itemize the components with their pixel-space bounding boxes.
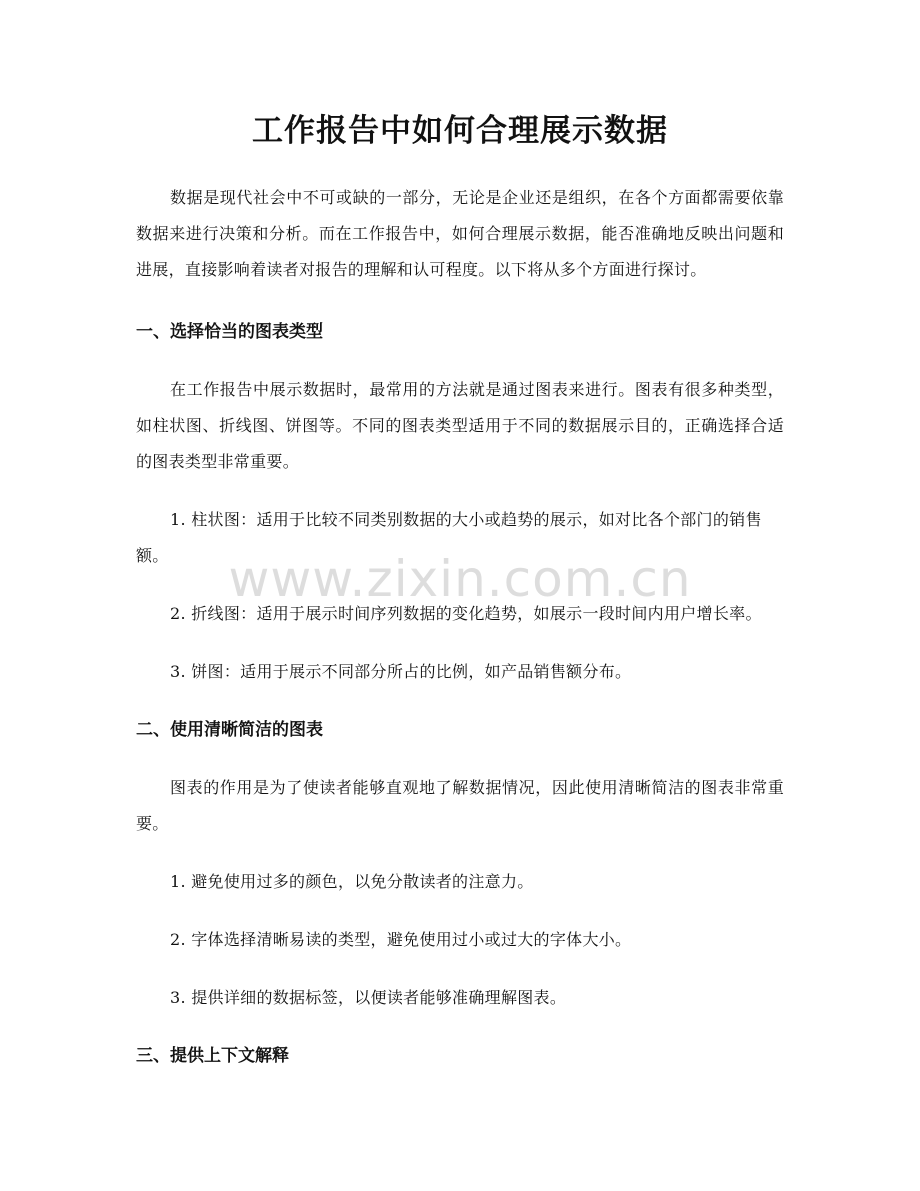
document-body [136, 180, 784, 1074]
page-title: 工作报告中如何合理展示数据 [252, 113, 668, 149]
section-heading-1: 一、选择恰当的图表类型 [136, 322, 323, 342]
section-heading-2: 二、使用清晰简洁的图表 [136, 720, 323, 740]
list-item: 1. 柱状图：适用于比较不同类别数据的大小或趋势的展示，如对比各个部门的销售额。 [136, 510, 762, 565]
list-item: 1. 避免使用过多的颜色，以免分散读者的注意力。 [170, 872, 534, 891]
section-1-paragraph: 在工作报告中展示数据时，最常用的方法就是通过图表来进行。图表有很多种类型，如柱状图、折线图、饼图等。不同的图表类型适用于不同的数据展示目的，正确选择合适的图表类型非常重要。 [136, 380, 784, 471]
section-2-paragraph: 图表的作用是为了使读者能够直观地了解数据情况，因此使用清晰简洁的图表非常重要。 [136, 778, 784, 833]
section-heading-3: 三、提供上下文解释 [136, 1046, 289, 1066]
list-item: 2. 字体选择清晰易读的类型，避免使用过小或过大的字体大小。 [170, 930, 632, 949]
watermark: www.zixin.com.cn [228, 550, 692, 608]
list-item: 3. 提供详细的数据标签，以便读者能够准确理解图表。 [170, 988, 567, 1007]
list-item: 3. 饼图：适用于展示不同部分所占的比例，如产品销售额分布。 [170, 662, 632, 681]
list-item: 2. 折线图：适用于展示时间序列数据的变化趋势，如展示一段时间内用户增长率。 [170, 604, 762, 623]
intro-paragraph: 数据是现代社会中不可或缺的一部分，无论是企业还是组织，在各个方面都需要依靠数据来进行决策和分析。而在工作报告中，如何合理展示数据，能否准确地反映出问题和进展，直接影响着读者对报告的理解和认可程度。以下将从多个方面进行探讨。 [136, 188, 784, 279]
